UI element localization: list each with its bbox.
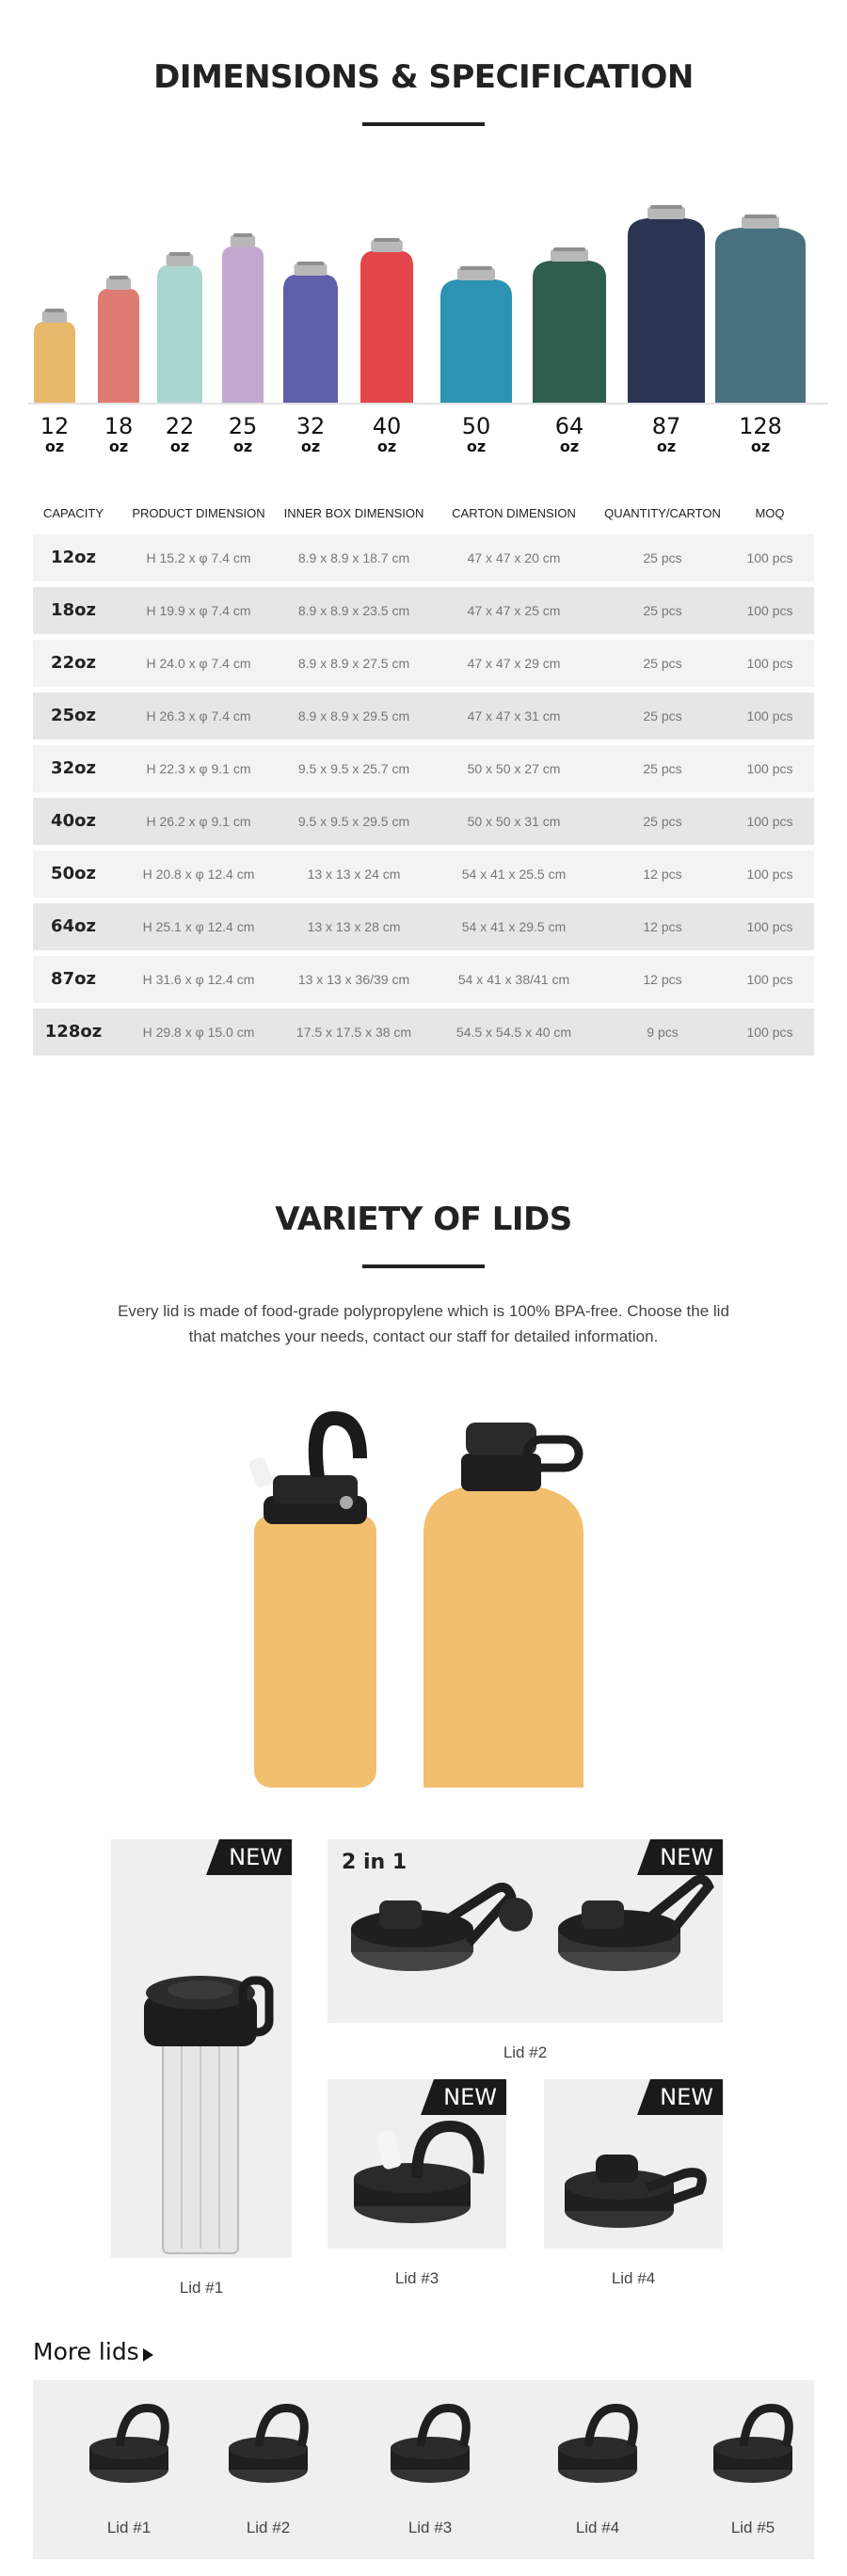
more-lid-5-icon[interactable] (713, 2409, 792, 2484)
table-row (33, 1009, 814, 1056)
table-cell: 100 pcs (746, 919, 793, 934)
more-lid-1-icon[interactable] (89, 2409, 168, 2484)
capacity-number: 18 (104, 413, 134, 439)
capacity-label-25 (205, 414, 280, 455)
table-cell: 100 pcs (746, 550, 793, 565)
more-lid-3-icon[interactable] (391, 2409, 470, 2484)
table-cell: 8.9 x 8.9 x 23.5 cm (297, 603, 410, 618)
capacity-number: 87 (651, 413, 681, 439)
table-cell: 9.5 x 9.5 x 29.5 cm (297, 814, 410, 829)
capacity-label-87 (629, 414, 704, 455)
two-in-one-label: 2 in 1 (342, 1851, 408, 1874)
new-badge: NEW (219, 1839, 292, 1875)
header-inner-box-dimension: INNER BOX DIMENSION (283, 506, 424, 520)
more-lid-caption: Lid #4 (575, 2519, 620, 2536)
lids-title: VARIETY OF LIDS (275, 1201, 572, 1238)
bottle-body-right (424, 1487, 583, 1788)
capacity-cell: 40oz (51, 811, 96, 831)
capacity-cell: 50oz (51, 864, 96, 883)
capacity-unit: oz (108, 437, 129, 455)
bottle-body-left (254, 1515, 376, 1788)
table-cell: 25 pcs (643, 656, 682, 671)
table-cell: 12 pcs (643, 972, 682, 987)
table-cell: 100 pcs (746, 814, 793, 829)
table-row (33, 640, 814, 687)
table-cell: 12 pcs (643, 867, 682, 882)
table-cell: 17.5 x 17.5 x 38 cm (296, 1025, 412, 1040)
lid-caption-4: Lid #4 (611, 2269, 656, 2287)
header-quantity-carton: QUANTITY/CARTON (604, 506, 721, 520)
more-lid-caption: Lid #5 (730, 2519, 775, 2536)
table-cell: 100 pcs (746, 1025, 793, 1040)
lid-card-2[interactable] (328, 1839, 723, 2023)
capacity-unit: oz (44, 437, 65, 455)
bottle-50oz (440, 266, 512, 403)
straw-lid-icon (354, 2126, 479, 2223)
table-row (33, 745, 814, 792)
table-cell: 47 x 47 x 29 cm (467, 656, 561, 671)
bottle-64oz (533, 247, 606, 403)
capacity-cell: 22oz (51, 653, 96, 673)
table-cell: H 26.3 x φ 7.4 cm (146, 708, 251, 724)
lid-card-1[interactable] (111, 1839, 292, 2258)
capacity-cell: 18oz (51, 600, 96, 620)
capacity-unit: oz (750, 437, 771, 455)
table-cell: 47 x 47 x 25 cm (467, 603, 561, 618)
capacity-unit: oz (232, 437, 253, 455)
lid-caption-3: Lid #3 (394, 2269, 439, 2287)
table-cell: 100 pcs (746, 708, 793, 724)
table-cell: 25 pcs (643, 550, 682, 565)
capacity-cell: 128oz (44, 1022, 103, 1042)
table-cell: 12 pcs (643, 919, 682, 934)
capacity-number: 22 (165, 413, 195, 439)
table-cell: 13 x 13 x 28 cm (307, 919, 401, 934)
two-in-one-lid-icon (351, 1879, 709, 1971)
table-cell: H 25.1 x φ 12.4 cm (142, 919, 255, 934)
lid-caption-1: Lid #1 (179, 2279, 224, 2297)
table-cell: H 31.6 x φ 12.4 cm (142, 972, 255, 987)
new-badge: NEW (650, 2079, 723, 2115)
lids-intro-text: Every lid is made of food-grade polypropylene which is 100% BPA-free. Choose the lid that matches your needs, contact our staff for detailed information. (118, 1302, 729, 1345)
infuser-lid-icon (144, 1976, 269, 2253)
table-cell: 9 pcs (647, 1025, 679, 1040)
lid-caption-2: Lid #2 (503, 2043, 548, 2061)
more-lid-2-icon[interactable] (229, 2409, 308, 2484)
capacity-label-32 (273, 414, 348, 455)
table-row (33, 851, 814, 898)
table-cell: H 26.2 x φ 9.1 cm (146, 814, 251, 829)
hero-bottles (235, 1402, 612, 1788)
table-cell: 25 pcs (643, 708, 682, 724)
table-cell: 8.9 x 8.9 x 18.7 cm (297, 550, 410, 565)
table-cell: 8.9 x 8.9 x 27.5 cm (297, 656, 410, 671)
bottle-12oz (34, 309, 75, 403)
header-product-dimension: PRODUCT DIMENSION (132, 506, 265, 520)
table-cell: 50 x 50 x 27 cm (467, 761, 561, 776)
capacity-label-128 (723, 414, 798, 455)
table-cell: H 20.8 x φ 12.4 cm (142, 867, 255, 882)
capacity-unit: oz (376, 437, 397, 455)
table-cell: 54 x 41 x 38/41 cm (457, 972, 570, 987)
table-cell: 100 pcs (746, 656, 793, 671)
table-cell: 100 pcs (746, 972, 793, 987)
more-lids-title[interactable]: More lids (33, 2338, 139, 2365)
table-cell: 13 x 13 x 24 cm (307, 867, 401, 882)
bottle-32oz (283, 262, 338, 403)
capacity-cell: 25oz (51, 706, 96, 725)
capacity-number: 50 (461, 413, 491, 439)
table-cell: 47 x 47 x 20 cm (467, 550, 561, 565)
capacity-number: 12 (40, 413, 70, 439)
straw-lid-bottle (248, 1411, 376, 1788)
more-lid-caption: Lid #1 (106, 2519, 152, 2536)
capacity-number: 128 (739, 413, 782, 439)
capacity-unit: oz (169, 437, 190, 455)
table-cell: H 29.8 x φ 15.0 cm (142, 1025, 255, 1040)
table-cell: 8.9 x 8.9 x 29.5 cm (297, 708, 410, 724)
table-cell: 47 x 47 x 31 cm (467, 708, 561, 724)
capacity-unit: oz (466, 437, 487, 455)
spec-title-rule (362, 122, 485, 126)
capacity-cell: 64oz (51, 916, 96, 936)
capacity-label-64 (532, 414, 607, 455)
lids-title-rule (362, 1264, 485, 1268)
table-cell: 54.5 x 54.5 x 40 cm (455, 1025, 572, 1040)
more-lid-caption: Lid #3 (408, 2519, 453, 2536)
table-cell: 100 pcs (746, 867, 793, 882)
table-cell: 25 pcs (643, 761, 682, 776)
capacity-unit: oz (656, 437, 677, 455)
header-capacity: CAPACITY (42, 506, 104, 520)
capacity-label-40 (349, 414, 424, 455)
capacity-cell: 87oz (51, 969, 96, 989)
capacity-cell: 12oz (51, 548, 96, 567)
lid-card-4[interactable] (544, 2079, 723, 2249)
capacity-number: 32 (296, 413, 326, 439)
bottle-22oz (157, 252, 202, 403)
table-cell: 100 pcs (746, 603, 793, 618)
table-cell: 13 x 13 x 36/39 cm (297, 972, 410, 987)
table-cell: 25 pcs (643, 814, 682, 829)
play-arrow-icon[interactable] (143, 2348, 153, 2361)
bottle-87oz (628, 205, 705, 403)
new-badge: NEW (434, 2079, 506, 2115)
header-carton-dimension: CARTON DIMENSION (452, 506, 576, 520)
table-cell: H 22.3 x φ 9.1 cm (146, 761, 251, 776)
bottle-lineup (0, 188, 847, 414)
table-cell: 25 pcs (643, 603, 682, 618)
lid-card-3[interactable] (328, 2079, 506, 2249)
bottle-25oz (222, 233, 264, 403)
bottle-18oz (98, 276, 139, 403)
capacity-number: 40 (372, 413, 402, 439)
table-row (33, 956, 814, 1003)
spec-title: DIMENSIONS & SPECIFICATION (153, 58, 694, 96)
new-badge: NEW (650, 1839, 723, 1875)
table-cell: H 15.2 x φ 7.4 cm (146, 550, 251, 565)
more-lids-icons (33, 2380, 814, 2559)
capacity-unit: oz (300, 437, 321, 455)
more-lid-caption: Lid #2 (246, 2519, 291, 2536)
capacity-cell: 32oz (51, 758, 96, 778)
bottle-40oz (360, 238, 413, 403)
more-lids-panel (33, 2380, 814, 2559)
table-cell: 9.5 x 9.5 x 25.7 cm (297, 761, 410, 776)
table-cell: H 19.9 x φ 7.4 cm (146, 603, 251, 618)
table-cell: 100 pcs (746, 761, 793, 776)
header-moq: MOQ (755, 506, 785, 520)
table-cell: 54 x 41 x 25.5 cm (461, 867, 567, 882)
capacity-label-50 (439, 414, 514, 455)
capacity-unit: oz (559, 437, 580, 455)
table-cell: 54 x 41 x 29.5 cm (461, 919, 567, 934)
more-lid-4-icon[interactable] (558, 2409, 637, 2484)
chug-lid-bottle (424, 1423, 583, 1788)
capacity-number: 25 (228, 413, 258, 439)
table-row (33, 798, 814, 845)
table-row (33, 534, 814, 581)
table-row (33, 692, 814, 739)
chug-lid-icon (565, 2155, 702, 2228)
table-row (33, 903, 814, 950)
capacity-number: 64 (554, 413, 584, 439)
table-cell: H 24.0 x φ 7.4 cm (146, 656, 251, 671)
table-cell: 50 x 50 x 31 cm (467, 814, 561, 829)
table-row (33, 587, 814, 634)
bottle-128oz (715, 215, 806, 403)
